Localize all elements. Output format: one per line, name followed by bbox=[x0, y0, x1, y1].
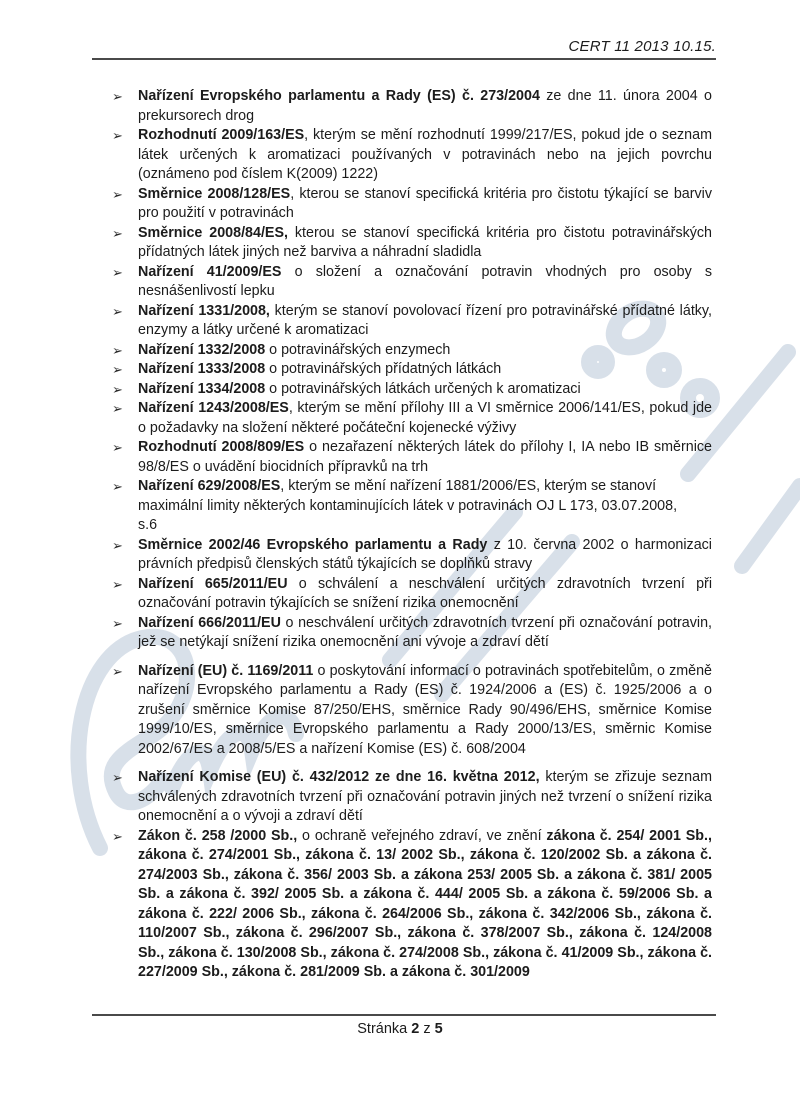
arrow-bullet-icon: ➢ bbox=[112, 342, 123, 358]
regulation-list bbox=[92, 87, 712, 983]
header bbox=[92, 38, 716, 60]
list-item bbox=[92, 263, 712, 302]
list-item-text: Rozhodnutí 2009/163/ES, kterým se mění rozhodnutí 1999/217/ES, pokud jde o seznam látek určených k aromatizaci používaných v potravinách nebo na jejich povrchu (oznámeno pod číslem K(2009) 1222) bbox=[138, 127, 712, 182]
list-item-text: Nařízení 1334/2008 o potravinářských látkách určených k aromatizaci bbox=[138, 380, 581, 397]
list-item-text: Nařízení 666/2011/EU o neschválení určitých zdravotních tvrzení při označování potravin, jež se netýkají snížení rizika onemocnění ani vývoje a zdraví dětí bbox=[138, 614, 712, 650]
arrow-bullet-icon: ➢ bbox=[112, 128, 123, 143]
list-item-text: Zákon č. 258 /2000 Sb., o ochraně veřejného zdraví, ve znění zákona č. 254/ 2001 Sb., zákona č. 274/2001 Sb., zákona č. 13/ 2002 Sb., zákona č. 120/2002 Sb. a zákona č. 274/2003 Sb., zákona č. 356/ 2003 Sb. a zákona 253/ 2005 Sb. a zákona č. 381/ 2005 Sb. a zákona č. 392/ 2005 Sb. a zákona č. 444/ 2005 Sb. a zákona č. 59/2006 Sb. a zákona č. 222/ 2006 Sb., zákona č. 264/2006 Sb., zákona č. 342/2006 Sb., zákona č. 110/2007 Sb., zákona č. 296/2007 Sb., zákona č. 378/2007 Sb., zákona č. 124/2008 Sb., zákona č. 130/2008 Sb., zákona č. 274/2008 Sb., zákona č. 41/2009 Sb., zákona č. 227/2009 Sb., zákona č. 281/2009 Sb. a zákona č. 301/2009 bbox=[138, 827, 712, 980]
arrow-bullet-icon: ➢ bbox=[112, 401, 123, 416]
list-item bbox=[92, 380, 712, 400]
arrow-bullet-icon: ➢ bbox=[112, 537, 123, 553]
list-item-text: Nařízení 1331/2008, kterým se stanoví povolovací řízení pro potravinářské přídatné látky, enzymy a látky určené k aromatizaci bbox=[138, 302, 712, 338]
list-item-text: Nařízení (EU) č. 1169/2011 o poskytování informací o potravinách spotřebitelům, o změně nařízení Evropského parlamentu a Rady (ES) č. 1924/2006 a (ES) č. 1925/2006 a o zrušení směrnice Komise 87/250/EHS, směrnice Rady 90/496/EHS, směrnice Komise 1999/10/ES, směrnice Evropského parlamentu a Rady 2000/13/ES, směrnic Komise 2002/67/ES a 2008/5/ES a nařízení Komise (ES) č. 608/2004 bbox=[138, 662, 713, 757]
list-item bbox=[92, 827, 712, 983]
list-item bbox=[92, 614, 712, 653]
list-item-text: Nařízení 629/2008/ES, kterým se mění nařízení 1881/2006/ES, kterým se stanoví maximální limity některých kontaminujících látek v potravinách OJ L 173, 03.07.2008, s.6 bbox=[138, 478, 678, 533]
list-item-text: Nařízení Komise (EU) č. 432/2012 ze dne 16. května 2012, kterým se zřizuje seznam schválených zdravotních tvrzení při označování potravin jiných než tvrzení o snížení rizika onemocnění a o vývoji a zdraví dětí bbox=[138, 769, 712, 824]
list-item bbox=[92, 575, 712, 614]
list-item bbox=[92, 360, 712, 380]
list-item bbox=[92, 662, 712, 760]
list-item bbox=[92, 341, 712, 361]
arrow-bullet-icon: ➢ bbox=[112, 615, 123, 631]
arrow-bullet-icon: ➢ bbox=[112, 264, 123, 280]
footer-rule bbox=[92, 1014, 716, 1016]
page-indicator-label: Stránka bbox=[357, 1021, 408, 1037]
list-item bbox=[92, 87, 712, 126]
list-item-text: Nařízení Evropského parlamentu a Rady (ES) č. 273/2004 ze dne 11. února 2004 o prekursorech drog bbox=[138, 88, 712, 124]
page-indicator-of: z bbox=[423, 1021, 431, 1037]
list-item-text: Směrnice 2002/46 Evropského parlamentu a Rady z 10. června 2002 o harmonizaci právních předpisů členských států týkajících se doplňků stravy bbox=[138, 536, 712, 572]
arrow-bullet-icon: ➢ bbox=[112, 186, 123, 202]
list-item bbox=[92, 302, 712, 341]
arrow-bullet-icon: ➢ bbox=[112, 381, 123, 397]
list-item-text: Nařízení 1332/2008 o potravinářských enzymech bbox=[138, 341, 451, 358]
list-item-text: Nařízení 665/2011/EU o schválení a neschválení určitých zdravotních tvrzení při označování potravin týkajících se snížení rizika onemocnění bbox=[138, 575, 712, 611]
page-number: 2 bbox=[411, 1021, 420, 1037]
list-item bbox=[92, 768, 712, 827]
page-indicator bbox=[0, 1021, 800, 1037]
list-item-text: Směrnice 2008/128/ES, kterou se stanoví specifická kritéria pro čistotu týkající se barviv pro použití v potravinách bbox=[138, 185, 712, 221]
arrow-bullet-icon: ➢ bbox=[112, 303, 123, 319]
list-item bbox=[92, 399, 712, 438]
list-item-text: Nařízení 1243/2008/ES, kterým se mění přílohy III a VI směrnice 2006/141/ES, pokud jde o požadavky na složení některé počáteční kojenecké výživy bbox=[138, 400, 713, 436]
arrow-bullet-icon: ➢ bbox=[112, 828, 123, 844]
arrow-bullet-icon: ➢ bbox=[112, 440, 123, 455]
arrow-bullet-icon: ➢ bbox=[112, 576, 123, 592]
arrow-bullet-icon: ➢ bbox=[112, 479, 123, 494]
arrow-bullet-icon: ➢ bbox=[112, 89, 123, 104]
list-item bbox=[92, 536, 712, 575]
list-item bbox=[92, 477, 712, 536]
list-item bbox=[92, 126, 712, 185]
list-item-text: Směrnice 2008/84/ES, kterou se stanoví specifická kritéria pro čistotu potravinářských přídatných látek jiných než barviva a náhradní sladidla bbox=[138, 224, 712, 260]
page-total: 5 bbox=[434, 1021, 443, 1037]
list-item bbox=[92, 224, 712, 263]
list-item-text: Nařízení 1333/2008 o potravinářských přídatných látkách bbox=[138, 361, 502, 377]
document-code: CERT 11 2013 10.15. bbox=[568, 38, 716, 55]
list-item bbox=[92, 185, 712, 224]
arrow-bullet-icon: ➢ bbox=[112, 225, 123, 241]
arrow-bullet-icon: ➢ bbox=[112, 770, 123, 785]
list-item bbox=[92, 438, 712, 477]
list-item-text: Rozhodnutí 2008/809/ES o nezařazení některých látek do přílohy I, IA nebo IB směrnice 98/8/ES o uvádění biocidních přípravků na trh bbox=[138, 439, 712, 475]
arrow-bullet-icon: ➢ bbox=[112, 663, 123, 679]
list-item-text: Nařízení 41/2009/ES o složení a označování potravin vhodných pro osoby s nesnášenlivostí lepku bbox=[138, 263, 712, 299]
arrow-bullet-icon: ➢ bbox=[112, 362, 123, 377]
